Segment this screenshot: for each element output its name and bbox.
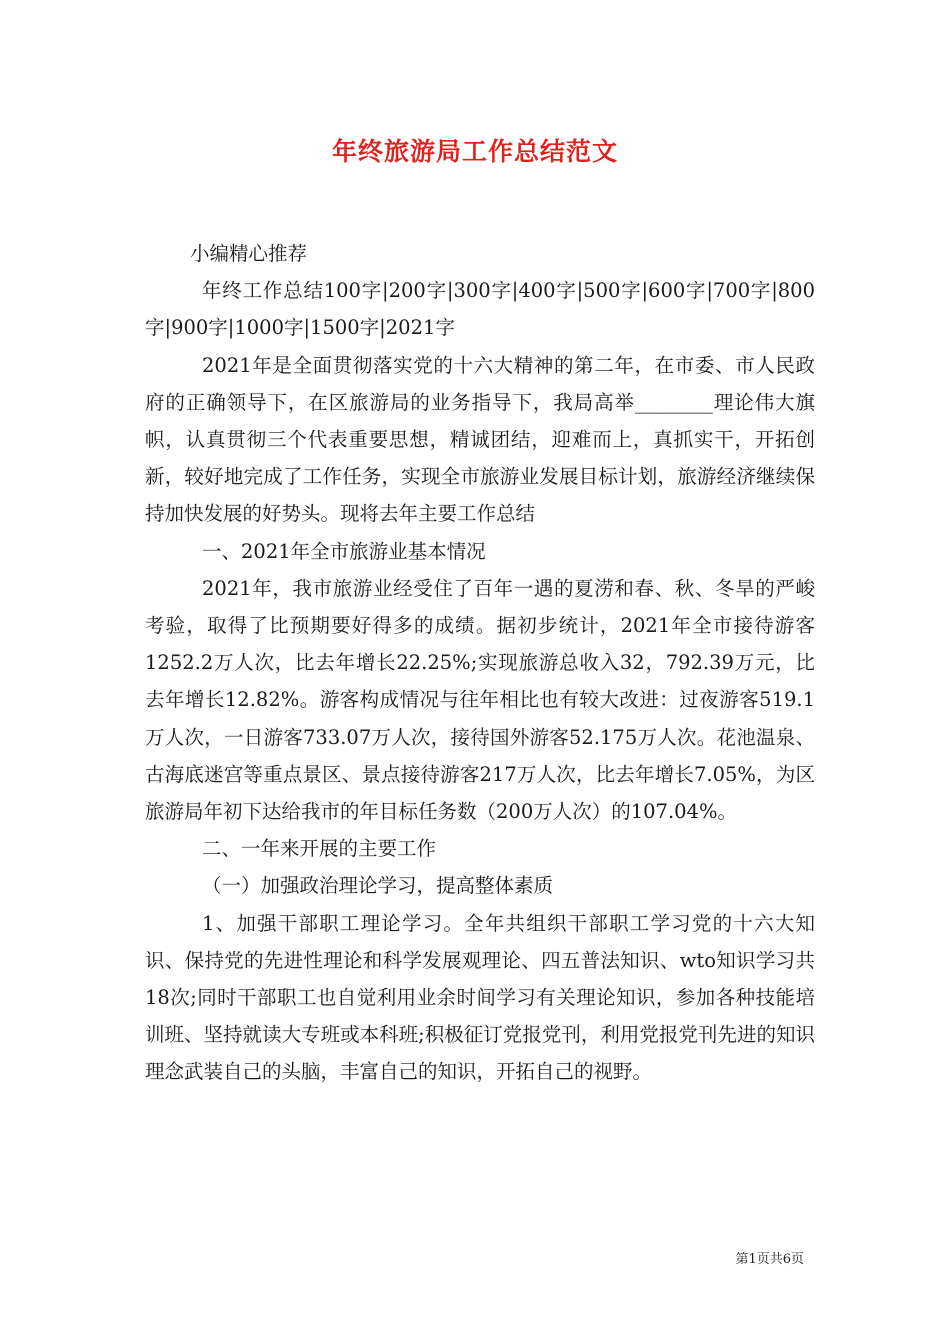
- section-heading-2: 二、一年来开展的主要工作: [202, 837, 437, 861]
- page-number: 第1页共6页: [735, 1252, 804, 1267]
- intro-paragraph: 2021年是全面贯彻落实党的十六大精神的第二年，在市委、市人民政府的正确领导下，在区旅游局的业务指导下，我局高举________理论伟大旗帜，认真贯彻三个代表重要思想，精诚团结，迎难而上，真抓实干，开拓创新，较好地完成了工作任务，实现全市旅游业发展目标计划，旅游经济继续保持加快发展的好势头。现将去年主要工作总结: [145, 353, 815, 526]
- subsection-heading-1: （一）加强政治理论学习，提高整体素质: [202, 874, 554, 898]
- page-title: 年终旅游局工作总结范文: [331, 137, 618, 166]
- recommend-label: 小编精心推荐: [190, 242, 308, 265]
- statistics-paragraph: 2021年，我市旅游业经受住了百年一遇的夏涝和春、秋、冬旱的严峻考验，取得了比预期要好得多的成绩。据初步统计，2021年全市接待游客1252.2万人次，比去年增长22.25%;实现旅游总收入32，792.39万元，比去年增长12.82%。游客构成情况与往年相比也有较大改进：过夜游客519.1万人次，一日游客733.07万人次，接待国外游客52.175万人次。花池温泉、古海底迷宫等重点景区、景点接待游客217万人次，比去年增长7.05%，为区旅游局年初下达给我市的年目标任务数（200万人次）的107.04%。: [145, 576, 815, 824]
- summary-links-paragraph: 年终工作总结100字|200字|300字|400字|500字|600字|700字|800字|900字|1000字|1500字|2021字: [145, 279, 815, 340]
- section-heading-1: 一、2021年全市旅游业基本情况: [202, 539, 486, 563]
- study-paragraph: 1、加强干部职工理论学习。全年共组织干部职工学习党的十六大知识、保持党的先进性理论和科学发展观理论、四五普法知识、wto知识学习共18次;同时干部职工也自觉利用业余时间学习有关理论知识，参加各种技能培训班、坚持就读大专班或本科班;积极征订党报党刊，利用党报党刊先进的知识理念武装自己的头脑，丰富自己的知识，开拓自己的视野。: [145, 911, 815, 1084]
- document-body: [145, 235, 815, 1091]
